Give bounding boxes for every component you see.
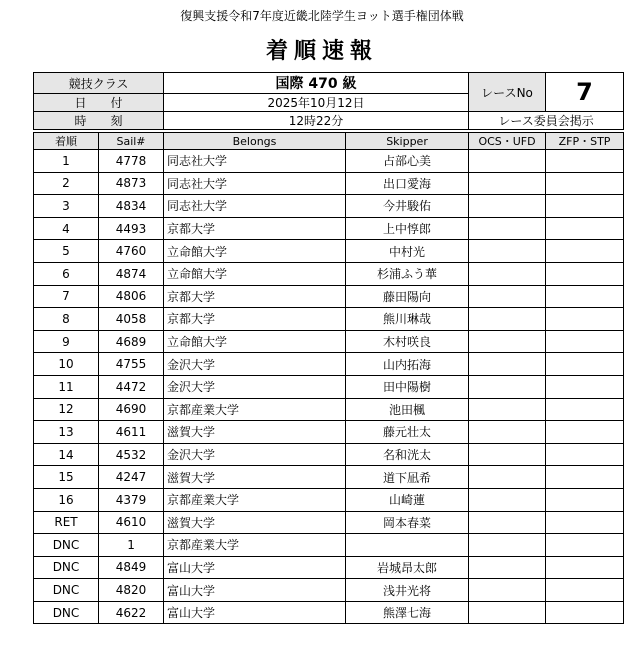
table-row [34, 534, 624, 557]
skipper-cell: 藤元壮太 [346, 421, 469, 444]
skipper-cell: 道下凪希 [346, 466, 469, 489]
committee-label: レース委員会掲示 [469, 112, 624, 130]
skipper-cell: 木村咲良 [346, 330, 469, 353]
col-skipper-header: Skipper [346, 133, 469, 150]
col-rank-header: 着順 [34, 133, 99, 150]
ocs-ufd-cell [469, 511, 546, 534]
skipper-cell: 出口愛海 [346, 172, 469, 195]
belongs-cell: 京都産業大学 [164, 488, 346, 511]
ocs-ufd-cell [469, 398, 546, 421]
belongs-cell: 京都産業大学 [164, 534, 346, 557]
time-label: 時 刻 [34, 112, 164, 130]
belongs-cell: 金沢大学 [164, 443, 346, 466]
rank-cell: 12 [34, 398, 99, 421]
table-row [34, 240, 624, 263]
table-row [34, 308, 624, 331]
skipper-cell: 名和洸太 [346, 443, 469, 466]
table-row [34, 443, 624, 466]
skipper-cell: 熊澤七海 [346, 601, 469, 624]
rank-cell: 14 [34, 443, 99, 466]
ocs-ufd-cell [469, 421, 546, 444]
zfp-stp-cell [546, 353, 624, 376]
results-table [33, 72, 624, 624]
zfp-stp-cell [546, 511, 624, 534]
ocs-ufd-cell [469, 601, 546, 624]
table-row [34, 488, 624, 511]
ocs-ufd-cell [469, 579, 546, 602]
belongs-cell: 京都産業大学 [164, 398, 346, 421]
ocs-ufd-cell [469, 308, 546, 331]
ocs-ufd-cell [469, 330, 546, 353]
zfp-stp-cell [546, 240, 624, 263]
belongs-cell: 富山大学 [164, 601, 346, 624]
sail-cell: 4820 [99, 579, 164, 602]
ocs-ufd-cell [469, 556, 546, 579]
skipper-cell: 岩城昂太郎 [346, 556, 469, 579]
rank-cell: 6 [34, 262, 99, 285]
zfp-stp-cell [546, 556, 624, 579]
skipper-cell: 池田楓 [346, 398, 469, 421]
sail-cell: 4760 [99, 240, 164, 263]
rank-cell: 8 [34, 308, 99, 331]
rank-cell: 5 [34, 240, 99, 263]
sail-cell: 4610 [99, 511, 164, 534]
belongs-cell: 金沢大学 [164, 353, 346, 376]
sail-cell: 4058 [99, 308, 164, 331]
belongs-cell: 富山大学 [164, 556, 346, 579]
zfp-stp-cell [546, 601, 624, 624]
sail-cell: 4806 [99, 285, 164, 308]
belongs-cell: 京都大学 [164, 308, 346, 331]
rank-cell: 3 [34, 195, 99, 218]
sail-cell: 4873 [99, 172, 164, 195]
belongs-cell: 立命館大学 [164, 330, 346, 353]
rank-cell: DNC [34, 601, 99, 624]
skipper-cell: 藤田陽向 [346, 285, 469, 308]
table-row [34, 150, 624, 173]
zfp-stp-cell [546, 534, 624, 557]
rank-cell: 13 [34, 421, 99, 444]
table-row [34, 466, 624, 489]
ocs-ufd-cell [469, 172, 546, 195]
zfp-stp-cell [546, 262, 624, 285]
sail-cell: 4611 [99, 421, 164, 444]
rank-cell: 2 [34, 172, 99, 195]
sail-cell: 4834 [99, 195, 164, 218]
belongs-cell: 同志社大学 [164, 172, 346, 195]
rank-cell: 7 [34, 285, 99, 308]
ocs-ufd-cell [469, 353, 546, 376]
belongs-cell: 滋賀大学 [164, 466, 346, 489]
belongs-cell: 立命館大学 [164, 240, 346, 263]
page-title: 着順速報 [265, 39, 378, 64]
rank-cell: RET [34, 511, 99, 534]
ocs-ufd-cell [469, 150, 546, 173]
zfp-stp-cell [546, 466, 624, 489]
table-row [34, 579, 624, 602]
time-value: 12時22分 [164, 112, 469, 130]
belongs-cell: 滋賀大学 [164, 421, 346, 444]
table-row [34, 421, 624, 444]
sail-cell: 4755 [99, 353, 164, 376]
sail-cell: 4778 [99, 150, 164, 173]
class-row [34, 73, 624, 94]
ocs-ufd-cell [469, 488, 546, 511]
skipper-cell: 山崎蓮 [346, 488, 469, 511]
col-zfp-stp-header: ZFP・STP [546, 133, 624, 150]
table-row [34, 285, 624, 308]
rank-cell: DNC [34, 556, 99, 579]
ocs-ufd-cell [469, 240, 546, 263]
zfp-stp-cell [546, 308, 624, 331]
belongs-cell: 同志社大学 [164, 150, 346, 173]
class-value: 国際 470 級 [164, 73, 469, 94]
sail-cell: 4849 [99, 556, 164, 579]
race-no-label: レースNo [469, 73, 546, 112]
skipper-cell [346, 534, 469, 557]
rank-cell: 10 [34, 353, 99, 376]
table-row [34, 556, 624, 579]
ocs-ufd-cell [469, 262, 546, 285]
zfp-stp-cell [546, 579, 624, 602]
belongs-cell: 滋賀大学 [164, 511, 346, 534]
ocs-ufd-cell [469, 443, 546, 466]
date-value: 2025年10月12日 [164, 94, 469, 112]
skipper-cell: 杉浦ふう華 [346, 262, 469, 285]
sail-cell: 4874 [99, 262, 164, 285]
belongs-cell: 京都大学 [164, 217, 346, 240]
zfp-stp-cell [546, 195, 624, 218]
ocs-ufd-cell [469, 375, 546, 398]
date-label: 日 付 [34, 94, 164, 112]
ocs-ufd-cell [469, 534, 546, 557]
col-sail-header: Sail# [99, 133, 164, 150]
ocs-ufd-cell [469, 195, 546, 218]
rank-cell: 1 [34, 150, 99, 173]
zfp-stp-cell [546, 421, 624, 444]
sail-cell: 4532 [99, 443, 164, 466]
skipper-cell: 熊川琳哉 [346, 308, 469, 331]
ocs-ufd-cell [469, 217, 546, 240]
sail-cell: 1 [99, 534, 164, 557]
class-label: 競技クラス [34, 73, 164, 94]
zfp-stp-cell [546, 398, 624, 421]
table-row [34, 601, 624, 624]
table-row [34, 353, 624, 376]
zfp-stp-cell [546, 285, 624, 308]
rank-cell: 9 [34, 330, 99, 353]
zfp-stp-cell [546, 150, 624, 173]
zfp-stp-cell [546, 330, 624, 353]
rank-cell: 16 [34, 488, 99, 511]
rank-cell: DNC [34, 534, 99, 557]
zfp-stp-cell [546, 443, 624, 466]
col-ocs-ufd-header: OCS・UFD [469, 133, 546, 150]
skipper-cell: 浅井光将 [346, 579, 469, 602]
skipper-cell: 山内拓海 [346, 353, 469, 376]
skipper-cell: 今井駿佑 [346, 195, 469, 218]
sail-cell: 4690 [99, 398, 164, 421]
rank-cell: 15 [34, 466, 99, 489]
belongs-cell: 同志社大学 [164, 195, 346, 218]
skipper-cell: 中村光 [346, 240, 469, 263]
sail-cell: 4622 [99, 601, 164, 624]
rank-cell: DNC [34, 579, 99, 602]
skipper-cell: 田中陽樹 [346, 375, 469, 398]
rank-cell: 4 [34, 217, 99, 240]
time-row [34, 112, 624, 130]
table-row [34, 375, 624, 398]
skipper-cell: 上中惇郎 [346, 217, 469, 240]
ocs-ufd-cell [469, 285, 546, 308]
event-subtitle: 復興支援令和7年度近畿北陸学生ヨット選手権団体戦 [180, 9, 464, 23]
col-belongs-header: Belongs [164, 133, 346, 150]
zfp-stp-cell [546, 375, 624, 398]
zfp-stp-cell [546, 217, 624, 240]
race-no-value: 7 [546, 73, 624, 112]
sail-cell: 4247 [99, 466, 164, 489]
table-row [34, 262, 624, 285]
sail-cell: 4379 [99, 488, 164, 511]
table-row [34, 398, 624, 421]
skipper-cell: 占部心美 [346, 150, 469, 173]
table-row [34, 330, 624, 353]
belongs-cell: 金沢大学 [164, 375, 346, 398]
belongs-cell: 京都大学 [164, 285, 346, 308]
table-row [34, 511, 624, 534]
belongs-cell: 立命館大学 [164, 262, 346, 285]
table-row [34, 217, 624, 240]
zfp-stp-cell [546, 172, 624, 195]
rank-cell: 11 [34, 375, 99, 398]
table-row [34, 172, 624, 195]
sail-cell: 4493 [99, 217, 164, 240]
table-row [34, 195, 624, 218]
sail-cell: 4472 [99, 375, 164, 398]
zfp-stp-cell [546, 488, 624, 511]
column-header-row [34, 133, 624, 150]
belongs-cell: 富山大学 [164, 579, 346, 602]
ocs-ufd-cell [469, 466, 546, 489]
sail-cell: 4689 [99, 330, 164, 353]
skipper-cell: 岡本春菜 [346, 511, 469, 534]
